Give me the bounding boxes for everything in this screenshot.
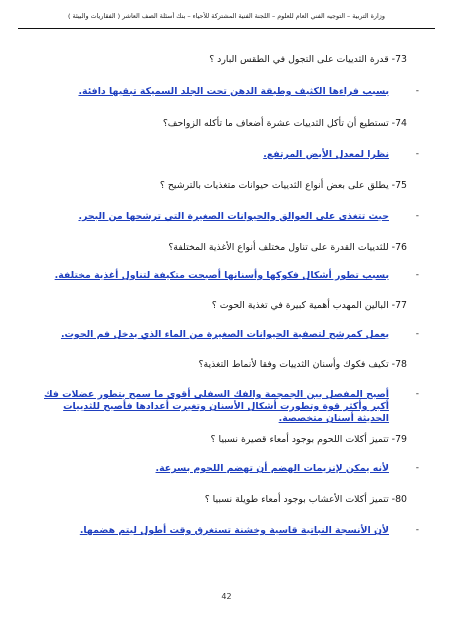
answer-79 [36,463,419,475]
bullet: - [415,525,419,535]
answer-text: بسبب فراءها الكثيف وطبقة الدهن تحت الجلد السميكة تبقيها دافئة. [78,86,389,97]
answer-73 [36,86,419,98]
bullet: - [415,211,419,221]
question-79 [36,434,407,446]
question-78 [36,359,407,371]
bullet: - [415,329,419,339]
question-75 [36,180,407,192]
answer-80 [36,525,419,537]
question-80 [36,494,407,506]
question-73 [36,54,407,66]
answer-text: لأنه يمكن لإنزيمات الهضم أن تهضم اللحوم بسرعة. [155,463,389,474]
answer-74 [36,149,419,161]
question-76 [36,242,407,254]
bullet: - [415,389,419,399]
answer-text: بسبب تطور أشكال فكوكها وأسنانها أصبحت متكيفة لتناول أغذية مختلفة. [54,270,389,281]
page-header: وزارة التربية – التوجيه الفني العام للعلوم – اللجنة الفنية المشتركة للأحياء – بنك أسئلة الصف العاشر ( الفقاريات والبيئة ) [68,12,385,20]
bullet: - [415,86,419,96]
question-text: 77- البالين المهدب أهمية كبيرة في تغذية الحوت ؟ [211,300,407,311]
answer-text: لأن الأنسجة النباتية قاسية وخشنة تستغرق وقت أطول ليتم هضمها. [79,525,389,536]
answer-75 [36,211,419,223]
question-text: 80- تتميز أكلات الأعشاب بوجود أمعاء طويلة نسبيا ؟ [204,494,407,505]
answer-text: حيث تتغذى على العوالق والحيوانات الصغيرة التي ترشحها من البحر. [78,211,389,222]
bullet: - [415,270,419,280]
page-number: 42 [221,592,232,601]
question-text: 74- تستطيع أن تأكل الثدييات عشرة أضعاف ما تأكله الزواحف؟ [162,118,407,129]
answer-76 [36,270,419,282]
answer-text: أصبح المفصل بين الجمجمة والفك السفلي أقوى ما سمح بتطور عضلات فك أكبر وأكثر قوة وتطورت أشكال الأسنان وتغيرت أعدادها فأصبح للثدييات الحديثة أسنان متخصصة. [44,389,389,424]
question-77 [36,300,407,312]
question-text: 75- يطلق على بعض أنواع الثدييات حيوانات متغذيات بالترشيح ؟ [159,180,407,191]
bullet: - [415,149,419,159]
question-text: 76- للثدييات القدرة على تناول مختلف أنواع الأغذية المختلفة؟ [168,242,407,253]
answer-78 [36,389,419,425]
answer-text: نظرا لمعدل الأيض المرتفع. [263,149,389,160]
question-74 [36,118,407,130]
question-text: 73- قدرة الثدييات على التجول في الطقس البارد ؟ [209,54,407,65]
header-rule [18,28,435,29]
question-text: 79- تتميز أكلات اللحوم بوجود أمعاء قصيرة نسبيا ؟ [210,434,407,445]
answer-text: يعمل كمرشح لتصفية الحيوانات الصغيرة من الماء الذي يدخل فم الحوت. [60,329,389,340]
question-text: 78- تكيف فكوك وأسنان الثدييات وفقا لأنماط التغذية؟ [198,359,407,370]
bullet: - [415,463,419,473]
answer-77 [36,329,419,341]
